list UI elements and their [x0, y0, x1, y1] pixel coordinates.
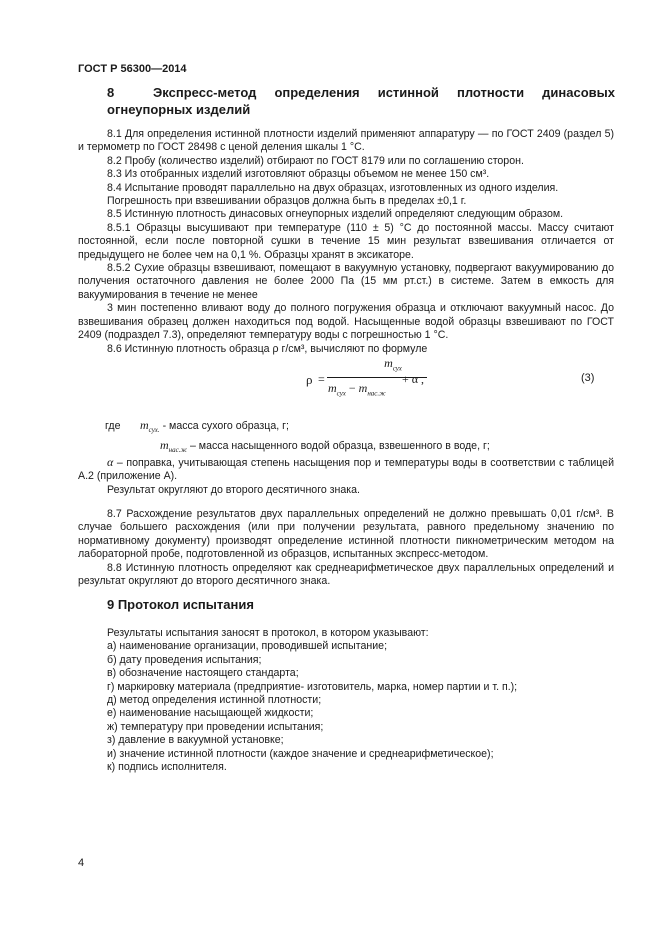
section-8-title-line1 [107, 84, 615, 101]
paragraph-8-8: 8.8 Истинную плотность определяют как среднеарифметическое двух параллельных определений и результат округляют до второго десятичного знака. [78, 561, 614, 588]
protocol-intro: Результаты испытания заносят в протокол, в котором указывают: [107, 627, 429, 639]
list-item: г) маркировку материала (предприятие- изготовитель, марка, номер партии и т. п.); [107, 680, 518, 693]
list-item: б) дату проведения испытания; [107, 653, 262, 666]
paragraph-8-2: 8.2 Пробу (количество изделий) отбирают по ГОСТ 8179 или по соглашению сторон. [107, 154, 524, 167]
paragraph-8-4: 8.4 Испытание проводят параллельно на двух образцах, изготовленных из одного изделия. [107, 181, 559, 194]
title-word: Экспресс-метод [153, 85, 257, 100]
section-8-title-line2: огнеупорных изделий [107, 102, 251, 117]
list-item: ж) температуру при проведении испытания; [107, 720, 324, 733]
where-alpha-block [78, 456, 614, 497]
paragraph-8-3: 8.3 Из отобранных изделий изготовляют образцы объемом не менее 150 см³. [107, 168, 490, 181]
list-item: к) подпись исполнителя. [107, 761, 227, 774]
formula-denominator: $m_{сух} - m_{нас.ж}$ [328, 381, 386, 398]
page-number: 4 [78, 857, 85, 869]
paragraph-8-5-2: 8.5.2 Сухие образцы взвешивают, помещают в вакуумную установку, подвергают вакуумированию до получения остаточного давления не более 2000 Па (15 мм рт.ст.) в системе. Затем в емкость для вакуумирования в течение не менее [78, 262, 614, 301]
formula-plus-alpha: + α , [402, 372, 425, 386]
paragraph-8-5-2-cont: 3 мин постепенно вливают воду до полного погружения образца и отключают вакуумный насос. До взвешивания образец должен находиться под водой. Насыщенные водой образцы взвешивают по ГОСТ 2409 (подраздел 7.3), определяют температуру воды с погрешностью 1 °С. [78, 302, 614, 342]
title-word: определения [274, 85, 360, 100]
where-label: где [105, 420, 121, 432]
paragraph-8-1: 8.1 Для определения истинной плотности изделий применяют аппаратуру — по ГОСТ 2409 (раздел 5) и термометр по ГОСТ 28498 с ценой деления шкалы 1 °С. [78, 128, 614, 154]
protocol-list [107, 627, 517, 774]
title-word: истинной [377, 85, 439, 100]
paragraph-8-6: 8.6 Истинную плотность образца ρ г/см³, вычисляют по формуле [107, 342, 428, 355]
paragraph-8-4-tolerance: Погрешность при взвешивании образцов должна быть в пределах ±0,1 г. [107, 195, 467, 208]
standard-header: ГОСТ Р 56300—2014 [78, 63, 187, 75]
list-item: и) значение истинной плотности (каждое значение и среднеарифметическое); [107, 747, 494, 760]
title-word: динасовых [542, 85, 615, 100]
section-8-body-cont [78, 508, 614, 588]
rounding-note: Результат округляют до второго десятичного знака. [107, 483, 360, 496]
list-item: а) наименование организации, проводившей испытание; [107, 640, 388, 653]
section-8-heading [107, 84, 615, 118]
formula-equals: = [318, 372, 325, 386]
title-word: плотности [456, 85, 525, 100]
section-9-heading: 9 Протокол испытания [107, 597, 254, 612]
list-item: д) метод определения истинной плотности; [107, 694, 322, 707]
formula-numerator: $m_{сух}$ [384, 356, 402, 373]
where-alpha: α – поправка, учитывающая степень насыщения пор и температуры воды в соответствии с таблицей А.2 (приложение А). [78, 455, 614, 483]
paragraph-8-7: 8.7 Расхождение результатов двух параллельных определений не должно превышать 0,01 г/см³. В случае большего расхождения (или при получении результата, равного предельному значению по нормативному документу) производят определение истинной плотности пикнометрическим методом на лабораторной пробе, подготовленной из образцов, испытанных экспресс-методом. [78, 508, 614, 561]
formula-number: (3) [581, 372, 595, 384]
formula-3 [300, 356, 600, 406]
paragraph-8-5: 8.5 Истинную плотность динасовых огнеупорных изделий определяют следующим образом. [107, 208, 564, 221]
list-item: з) давление в вакуумной установке; [107, 734, 284, 747]
section-8-body [78, 128, 614, 356]
where-m-dry: $m_{сух.}$ - масса сухого образца, г; [140, 418, 289, 435]
section-8-number: 8 [107, 85, 115, 100]
list-item: в) обозначение настоящего стандарта; [107, 667, 299, 680]
where-m-sat: $m_{нас.ж}$ – масса насыщенного водой образца, взвешенного в воде, г; [160, 438, 490, 455]
formula-rho: ρ [306, 372, 313, 387]
list-item: е) наименование насыщающей жидкости; [107, 707, 314, 720]
paragraph-8-5-1: 8.5.1 Образцы высушивают при температуре (110 ± 5) °С до постоянной массы. Массу считают постоянной, если после повторной сушки в течение 15 мин результат взвешивания отличается от предыдущего не более чем на 0,1 %. Образцы хранят в эксикаторе. [78, 221, 614, 261]
